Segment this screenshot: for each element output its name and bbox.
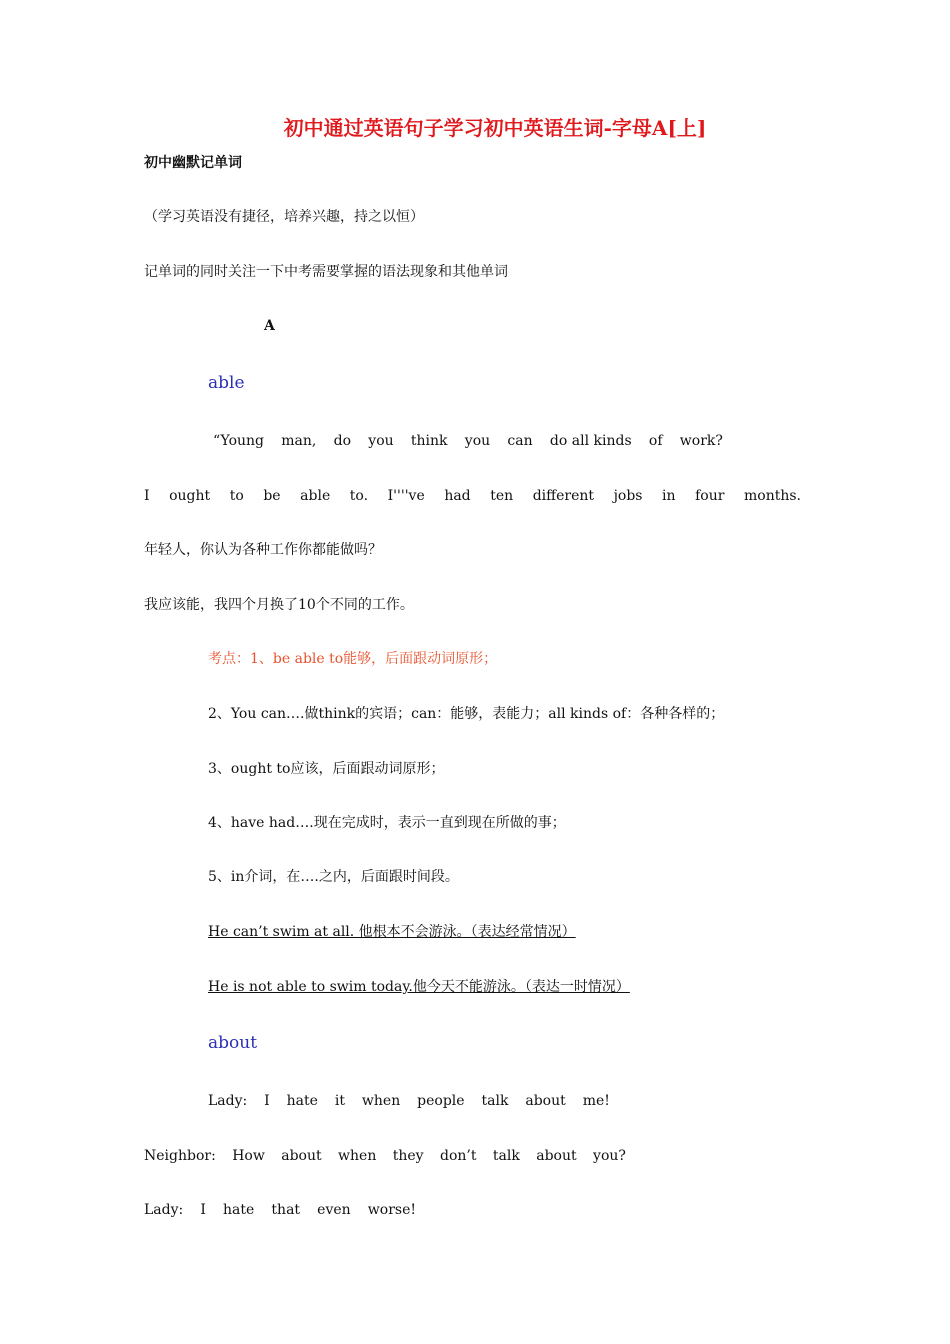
word-token: I (144, 488, 150, 504)
word-token: talk (492, 1148, 520, 1164)
word-token: be (263, 488, 281, 504)
able-translation-1: 年轻人，你认为各种工作你都能做吗？ (144, 542, 382, 558)
word-token: ten (490, 488, 514, 504)
word-token: when (361, 1093, 401, 1109)
word-token: of (648, 433, 663, 449)
able-sentence-line-2 (144, 486, 801, 506)
word-token: you (368, 433, 394, 449)
word-token: jobs (613, 488, 643, 504)
word-token: How (232, 1148, 265, 1164)
document-title: 初中通过英语句子学习初中英语生词-字母A[上] (283, 116, 707, 140)
word-token: you (464, 433, 491, 449)
word-token: worse! (367, 1202, 416, 1218)
word-token: even (317, 1202, 351, 1218)
letter-heading: A (264, 318, 275, 334)
word-token: different (532, 488, 594, 504)
exam-point-2: 2、You can….做think的宾语；can：能够，表能力；all kinds of：各种各样的； (208, 706, 725, 722)
about-dialogue-line-3 (144, 1200, 416, 1220)
word-token: had (444, 488, 471, 504)
word-token: they (392, 1148, 424, 1164)
exam-point-4: 4、have had….现在完成时，表示一直到现在所做的事； (208, 815, 566, 831)
word-token: months. (744, 488, 801, 504)
word-token: to. (349, 488, 369, 504)
word-token: about (536, 1148, 577, 1164)
word-token: Lady: (208, 1093, 248, 1109)
word-heading-able: able (208, 373, 245, 393)
word-token: to (229, 488, 244, 504)
word-token: it (334, 1093, 345, 1109)
subtitle: 初中幽默记单词 (144, 155, 242, 171)
exam-point-1: 考点：1、be able to能够，后面跟动词原形； (208, 651, 498, 667)
word-token: work? (679, 433, 723, 449)
word-token: I (264, 1093, 270, 1109)
word-token: able (300, 488, 331, 504)
word-token: do (333, 433, 352, 449)
word-token: do all kinds (549, 433, 632, 449)
word-token: about (281, 1148, 322, 1164)
word-token: you? (593, 1148, 626, 1164)
word-token: people (417, 1093, 465, 1109)
able-sentence-line-1 (213, 431, 723, 451)
able-translation-2: 我应该能，我四个月换了10个不同的工作。 (144, 597, 414, 613)
word-token: man, (281, 433, 317, 449)
word-token: hate (286, 1093, 318, 1109)
word-token: think (410, 433, 448, 449)
about-dialogue-line-1 (208, 1091, 610, 1111)
exam-point-3: 3、ought to应该，后面跟动词原形； (208, 761, 445, 777)
word-token: Lady: (144, 1202, 184, 1218)
example-sentence-1: He can’t swim at all. 他根本不会游泳。（表达经常情况） (208, 924, 576, 940)
example-sentence-2: He is not able to swim today.他今天不能游泳。（表达一时情况） (208, 979, 630, 995)
word-token: hate (223, 1202, 255, 1218)
word-heading-about: about (208, 1033, 258, 1053)
word-token: Neighbor: (144, 1148, 216, 1164)
word-token: can (507, 433, 533, 449)
word-token: four (695, 488, 725, 504)
word-token: when (338, 1148, 377, 1164)
word-token: I''''ve (387, 488, 425, 504)
intro-text: 记单词的同时关注一下中考需要掌握的语法现象和其他单词 (144, 264, 508, 280)
word-token: don’t (440, 1148, 477, 1164)
word-token: ought (169, 488, 211, 504)
word-token: I (200, 1202, 206, 1218)
word-token: about (525, 1093, 566, 1109)
word-token: talk (481, 1093, 509, 1109)
word-token: me! (582, 1093, 610, 1109)
word-token: that (271, 1202, 301, 1218)
word-token: “Young (213, 433, 264, 449)
about-dialogue-line-2 (144, 1146, 626, 1166)
exam-point-5: 5、in介词，在….之内，后面跟时间段。 (208, 869, 459, 885)
word-token: in (662, 488, 676, 504)
motto: （学习英语没有捷径，培养兴趣，持之以恒） (144, 209, 424, 225)
